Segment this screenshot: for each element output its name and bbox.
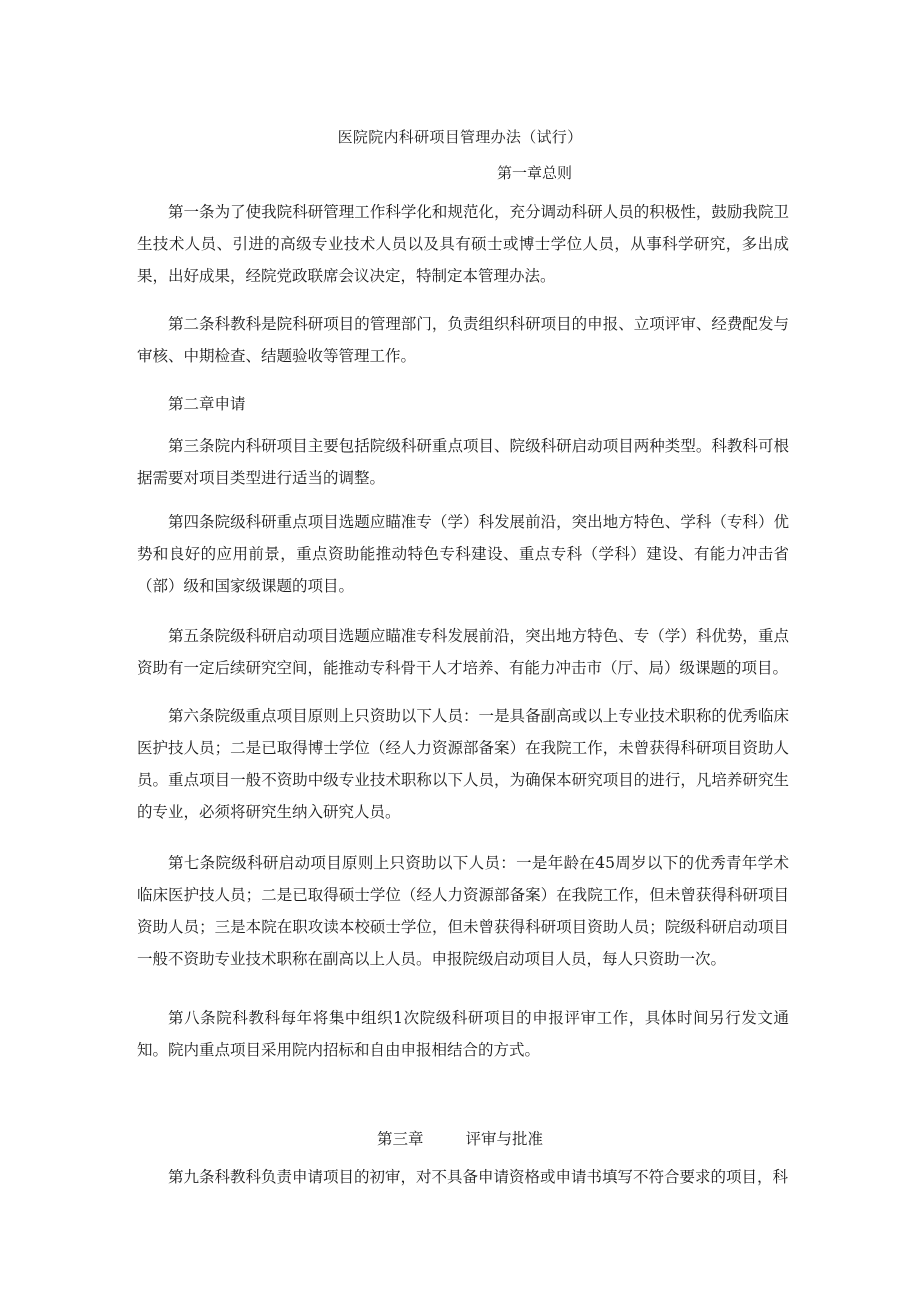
chapter-2-heading: 第二章申请 [168, 395, 246, 413]
chapter-1-heading: 第一章总则 [497, 164, 573, 182]
article-3: 第三条院内科研项目主要包括院级科研重点项目、院级科研启动项目两种类型。科教科可根据需要对项目类型进行适当的调整。 [137, 437, 789, 487]
article-5: 第五条院级科研启动项目选题应瞄准专科发展前沿，突出地方特色、专（学）科优势，重点资助有一定后续研究空间，能推动专科骨干人才培养、有能力冲击市（厅、局）级课题的项目。 [137, 627, 789, 677]
chapter-3-title: 评审与批准 [465, 1130, 544, 1148]
article-2: 第二条科教科是院科研项目的管理部门，负责组织科研项目的申报、立项评审、经费配发与审核、中期检查、结题验收等管理工作。 [137, 315, 789, 365]
article-8: 第八条院科教科每年将集中组织1次院级科研项目的申报评审工作，具体时间另行发文通知。院内重点项目采用院内招标和自由申报相结合的方式。 [137, 1009, 789, 1059]
article-9: 第九条科教科负责申请项目的初审，对不具备申请资格或申请书填写不符合要求的项目，科 [168, 1168, 789, 1186]
article-4: 第四条院级科研重点项目选题应瞄准专（学）科发展前沿，突出地方特色、学科（专科）优势和良好的应用前景，重点资助能推动特色专科建设、重点专科（学科）建设、有能力冲击省（部）级和国家级课题的项目。 [137, 513, 789, 595]
article-1: 第一条为了使我院科研管理工作科学化和规范化，充分调动科研人员的积极性，鼓励我院卫生技术人员、引进的高级专业技术人员以及具有硕士或博士学位人员，从事科学研究，多出成果，出好成果，经院党政联席会议决定，特制定本管理办法。 [137, 203, 789, 285]
article-6: 第六条院级重点项目原则上只资助以下人员：一是具备副高或以上专业技术职称的优秀临床医护技人员；二是已取得博士学位（经人力资源部备案）在我院工作，未曾获得科研项目资助人员。重点项目一般不资助中级专业技术职称以下人员，为确保本研究项目的进行，凡培养研究生的专业，必须将研究生纳入研究人员。 [137, 707, 789, 821]
chapter-3-number: 第三章 [376, 1130, 424, 1148]
chapter-3-heading [0, 1123, 920, 1155]
document-title: 医院院内科研项目管理办法（试行） [337, 128, 583, 146]
article-7: 第七条院级科研启动项目原则上只资助以下人员：一是年龄在45周岁以下的优秀青年学术临床医护技人员；二是已取得硕士学位（经人力资源部备案）在我院工作，但未曾获得科研项目资助人员；三是本院在职攻读本校硕士学位，但未曾获得科研项目资助人员；院级科研启动项目一般不资助专业技术职称在副高以上人员。申报院级启动项目人员，每人只资助一次。 [137, 854, 789, 968]
